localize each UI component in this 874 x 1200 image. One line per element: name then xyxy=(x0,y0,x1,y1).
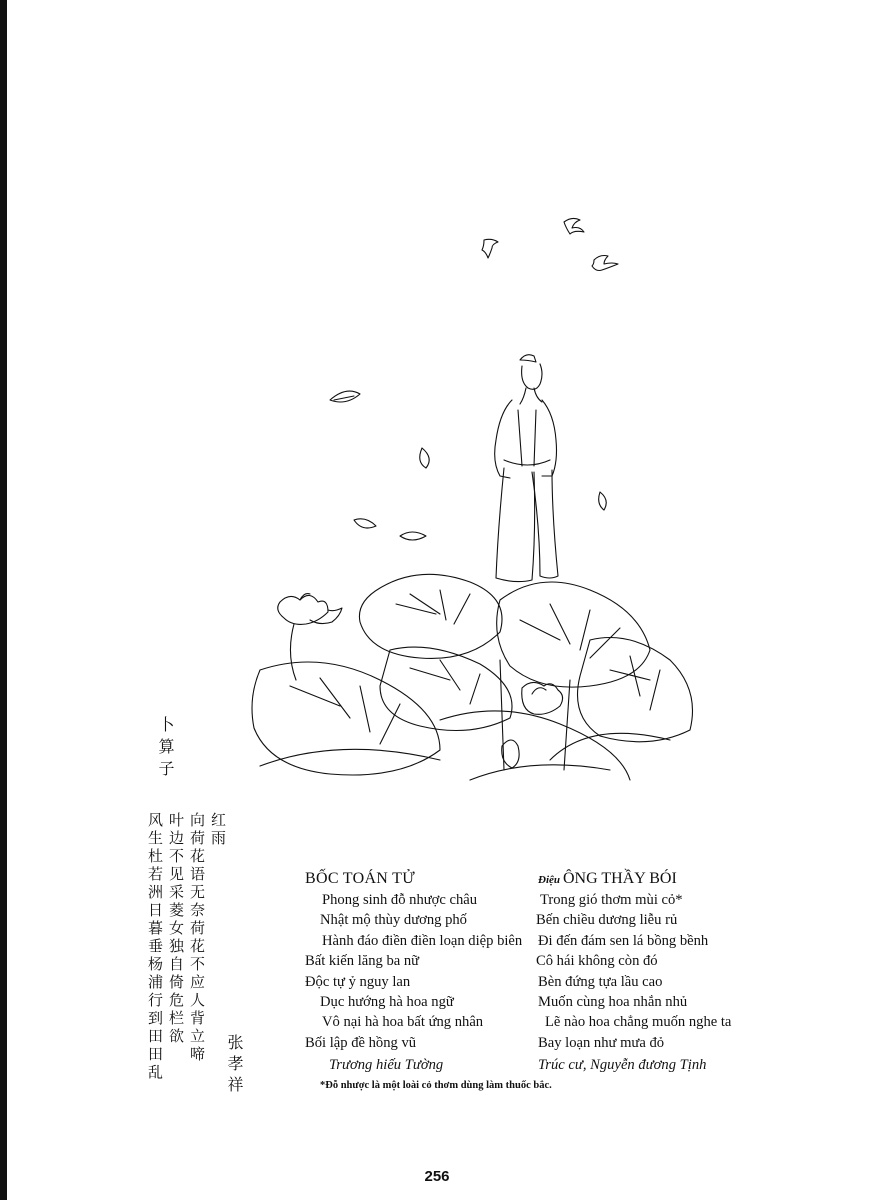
poem-title-translation-text: ÔNG THẦY BÓI xyxy=(563,870,677,887)
poem-line xyxy=(305,912,765,932)
translation-line: Lẽ nào hoa chẳng muốn nghe ta xyxy=(545,1014,732,1031)
petal-icon xyxy=(330,391,360,402)
petal-icon xyxy=(599,492,607,510)
poem-line xyxy=(305,933,765,953)
original-line: Hành đáo điền điền loạn diệp biên xyxy=(322,932,523,949)
original-line: Độc tự ỷ nguy lan xyxy=(305,973,411,990)
translation-line: Đi đến đám sen lá bồng bềnh xyxy=(538,932,709,949)
lotus-leaves xyxy=(252,574,693,780)
translation-line: Bèn đứng tựa lầu cao xyxy=(538,973,663,990)
petal-icon xyxy=(400,532,426,540)
chinese-poem-author: 张孝祥 xyxy=(225,1034,244,1097)
original-line: Phong sinh đỗ nhược châu xyxy=(322,892,478,908)
original-line: Dục hướng hà hoa ngữ xyxy=(320,993,454,1010)
poem-block xyxy=(305,866,765,1077)
chinese-poem-column: 叶边不见采菱女独自倚危栏欲 xyxy=(167,812,185,1046)
chinese-poem-column: 红雨 xyxy=(209,812,227,848)
lotus-scholar-illustration xyxy=(250,200,710,790)
translation-line: Trong gió thơm mùi cỏ* xyxy=(540,892,683,908)
translation-line: Bến chiều dương liễu rủ xyxy=(536,912,678,929)
poem-authors xyxy=(305,1055,765,1077)
poem-line xyxy=(305,1014,765,1034)
poem-line xyxy=(305,892,765,912)
poem-line xyxy=(305,1035,765,1055)
original-author: Trương hiếu Tường xyxy=(329,1057,444,1074)
original-line: Vô nại hà hoa bất ứng nhân xyxy=(322,1014,484,1031)
poem-line xyxy=(305,994,765,1014)
chinese-poem-column: 向荷花语无奈荷花不应人背立啼 xyxy=(188,812,206,1064)
chinese-poem-column: 风生杜若洲日暮垂杨浦行到田田乱 xyxy=(146,812,164,1082)
original-line: Nhật mộ thùy dương phố xyxy=(320,912,467,929)
chinese-poem-title: 卜算子 xyxy=(156,716,175,782)
lotus-flower-icon xyxy=(522,682,563,714)
tune-prefix: Điệu xyxy=(538,874,560,886)
lotus-flower-icon xyxy=(278,594,342,680)
scan-edge-bar xyxy=(0,0,7,1200)
bird-icon xyxy=(592,256,618,271)
lotus-bud-icon xyxy=(502,740,519,768)
translation-line: Cô hái không còn đó xyxy=(536,953,658,970)
poem-title-original: BỐC TOÁN TỬ xyxy=(305,870,415,887)
page-number: 256 xyxy=(424,1168,450,1185)
footnote: *Đỗ nhược là một loài cỏ thơm dùng làm thuốc bắc. xyxy=(320,1080,552,1091)
poem-header xyxy=(305,866,765,892)
original-line: Bối lập đề hồng vũ xyxy=(305,1034,417,1051)
translation-line: Bay loạn như mưa đỏ xyxy=(538,1034,665,1051)
poem-line xyxy=(305,953,765,973)
bird-icon xyxy=(482,239,498,258)
original-line: Bất kiến lăng ba nữ xyxy=(305,953,420,970)
poem-title-translation xyxy=(538,870,677,888)
poem-line xyxy=(305,974,765,994)
translator: Trúc cư, Nguyễn đương Tịnh xyxy=(538,1057,707,1074)
petal-icon xyxy=(354,519,376,528)
petal-icon xyxy=(420,448,429,468)
translation-line: Muốn cùng hoa nhắn nhủ xyxy=(538,993,688,1010)
scholar-figure xyxy=(495,355,558,582)
bird-icon xyxy=(564,218,584,234)
